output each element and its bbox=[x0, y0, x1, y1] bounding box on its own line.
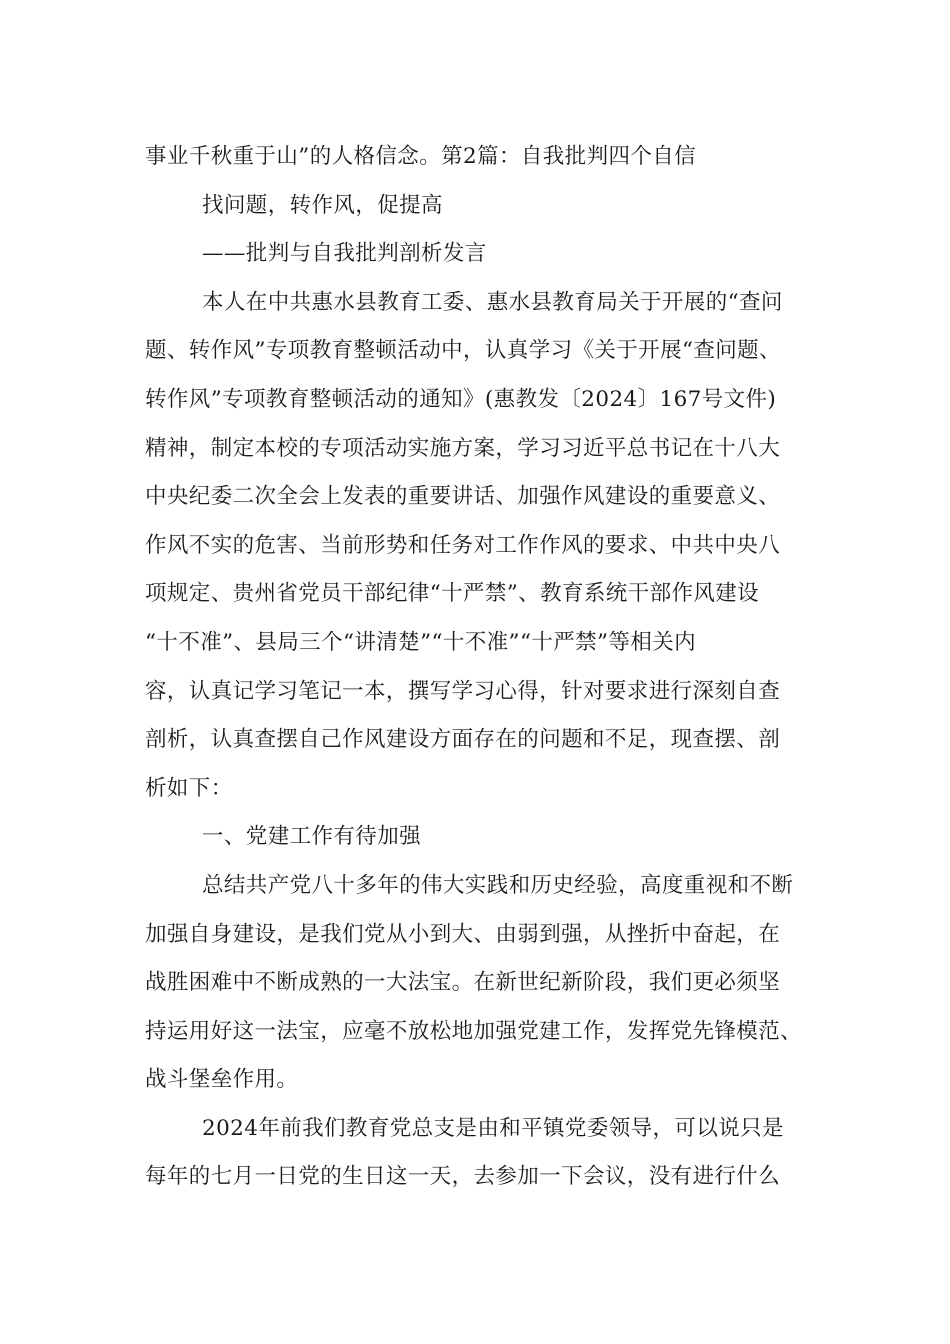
body-line: 中央纪委二次全会上发表的重要讲话、加强作风建设的重要意义、 bbox=[145, 484, 781, 510]
body-line: 精神，制定本校的专项活动实施方案，学习习近平总书记在十八大 bbox=[145, 435, 781, 461]
body-line: 容，认真记学习笔记一本，撰写学习心得，针对要求进行深刻自查 bbox=[145, 678, 781, 704]
body-line: 本人在中共惠水县教育工委、惠水县教育局关于开展的“查问 bbox=[202, 289, 783, 315]
body-line: 战胜困难中不断成熟的一大法宝。在新世纪新阶段，我们更必须坚 bbox=[145, 970, 781, 996]
body-line: 持运用好这一法宝，应毫不放松地加强党建工作，发挥党先锋模范、 bbox=[145, 1018, 803, 1044]
heading-line: 找问题，转作风，促提高 bbox=[202, 192, 443, 218]
body-line: 作风不实的危害、当前形势和任务对工作作风的要求、中共中央八 bbox=[145, 532, 781, 558]
body-line: 总结共产党八十多年的伟大实践和历史经验，高度重视和不断 bbox=[202, 872, 794, 898]
body-line: 每年的七月一日党的生日这一天，去参加一下会议，没有进行什么 bbox=[145, 1164, 781, 1190]
body-line: 项规定、贵州省党员干部纪律“十严禁”、教育系统干部作风建设 bbox=[145, 581, 760, 607]
body-line: 题、转作风”专项教育整顿活动中，认真学习《关于开展“查问题、 bbox=[145, 338, 781, 364]
body-line: 剖析，认真查摆自己作风建设方面存在的问题和不足，现查摆、剖 bbox=[145, 727, 781, 753]
document-page bbox=[145, 133, 810, 1202]
body-line: 析如下： bbox=[145, 775, 233, 801]
subtitle-line: ——批判与自我批判剖析发言 bbox=[202, 241, 487, 267]
body-line: 加强自身建设，是我们党从小到大、由弱到强，从挫折中奋起，在 bbox=[145, 921, 781, 947]
body-line: 2024年前我们教育党总支是由和平镇党委领导，可以说只是 bbox=[202, 1115, 784, 1141]
body-line: 战斗堡垒作用。 bbox=[145, 1067, 299, 1093]
body-line: “十不准”、县局三个“讲清楚”“十不准”“十严禁”等相关内 bbox=[145, 629, 697, 655]
section-heading: 一、党建工作有待加强 bbox=[202, 824, 422, 850]
body-line: 转作风”专项教育整顿活动的通知》(惠教发〔2024〕167号文件) bbox=[145, 386, 777, 412]
body-line: 事业千秋重于山”的人格信念。第2篇：自我批判四个自信 bbox=[145, 144, 697, 169]
